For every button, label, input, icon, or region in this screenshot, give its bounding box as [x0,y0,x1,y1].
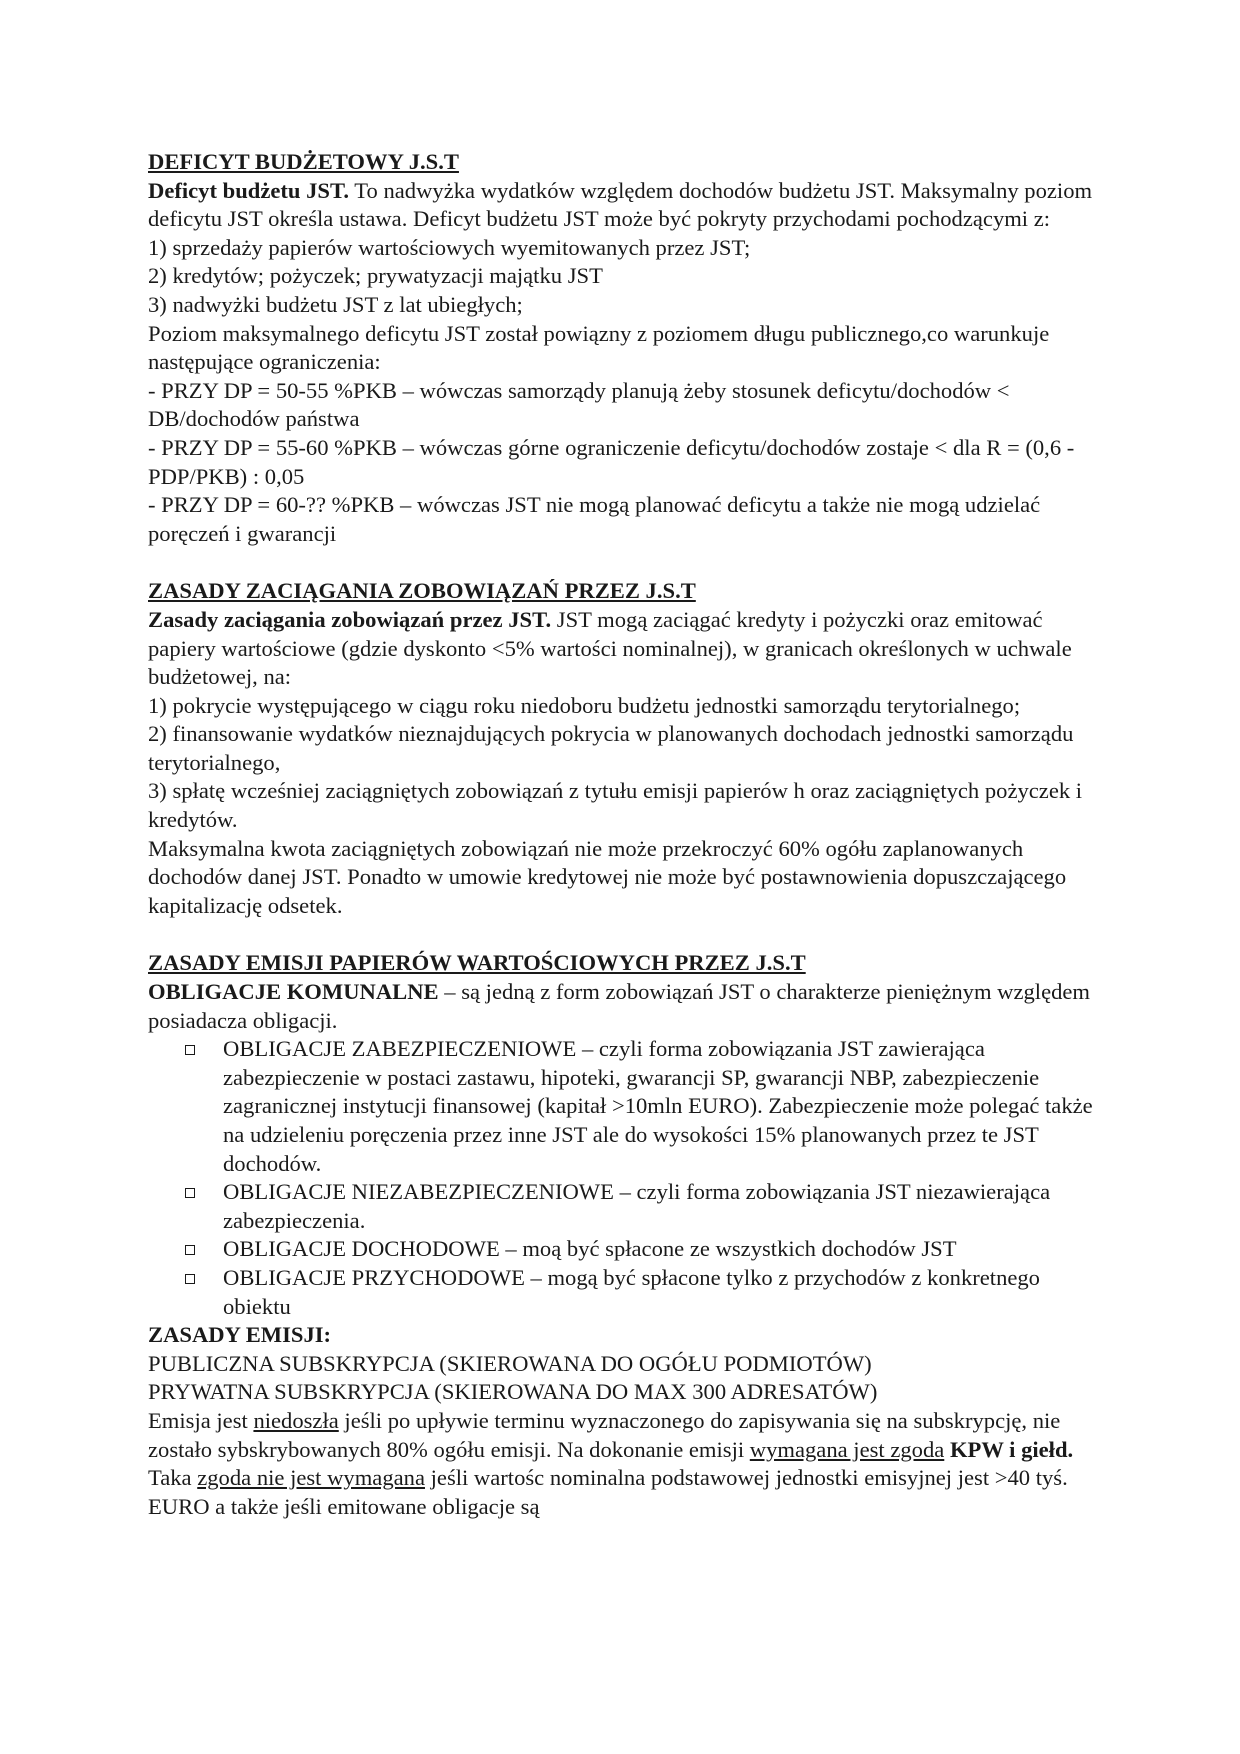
subscription-item: PUBLICZNA SUBSKRYPCJA (SKIEROWANA DO OGÓŁU PODMIOTÓW) [148,1350,872,1376]
list-item [148,1264,1108,1321]
liabilities-definition: JST mogą zaciągać kredyty i pożyczki oraz emitować papiery wartościowe (gdzie dyskonto <5% wartości nominalnej), w granicach określonych w uchwale budżetowej, na: [148,606,1072,690]
underlined-term: zgoda nie jest wymagana [197,1465,425,1491]
list-item [148,1235,1108,1264]
section-heading-liabilities: ZASADY ZACIĄGANIA ZOBOWIĄZAŃ PRZEZ J.S.T [148,578,696,604]
rule-item: - PRZY DP = 60-?? %PKB – wówczas JST nie mogą planować deficytu a także nie mogą udzielać poręczeń i gwarancji [148,492,1041,546]
text-run: Taka [148,1465,198,1491]
list-item [148,1178,1108,1235]
bonds-definition: – są jedną z form zobowiązań JST o charakterze pieniężnym względem posiadacza obligacji. [148,979,1091,1033]
square-bullet-icon [185,1274,195,1284]
section-spacer [148,548,1108,577]
paragraph-bonds-intro [148,978,1108,1035]
rule-item: - PRZY DP = 55-60 %PKB – wówczas górne ograniczenie deficytu/dochodów zostaje < dla R = (0,6 - PDP/PKB) : 0,05 [148,434,1075,489]
subscription-item: PRYWATNA SUBSKRYPCJA (SKIEROWANA DO MAX 300 ADRESATÓW) [148,1379,878,1405]
text-run: jeśli po upływie terminu wyznaczonego do zapisywania się na subskrypcję, nie zostało sybskrybowanych 80% ogółu emisji. Na dokonanie emisji [148,1407,1061,1462]
text-run: Emisja jest [148,1407,254,1433]
section-heading-securities: ZASADY EMISJI PAPIERÓW WARTOŚCIOWYCH PRZEZ J.S.T [148,950,806,976]
list-item: 3) spłatę wcześniej zaciągniętych zobowiązań z tytułu emisji papierów h oraz zaciągniętych pożyczek i kredytów. [148,778,1083,833]
paragraph-deficit-level: Poziom maksymalnego deficytu JST został powiązny z poziomem długu publicznego,co warunkuje następujące ograniczenia: [148,320,1050,375]
subheading-text: ZASADY EMISJI: [148,1322,332,1348]
term-municipal-bonds: OBLIGACJE KOMUNALNE [148,979,439,1005]
rule-item: - PRZY DP = 50-55 %PKB – wówczas samorządy planują żeby stosunek deficytu/dochodów < DB/dochodów państwa [148,377,1010,432]
text-run: jeśli wartośc nominalna podstawowej jednostki emisyjnej jest >40 tyś. EURO a także jeśli emitowane obligacje są [148,1465,1068,1519]
list-item [148,1035,1108,1178]
list-item: 2) kredytów; pożyczek; prywatyzacji majątku JST [148,263,603,289]
bullet-text: OBLIGACJE DOCHODOWE – moą być spłacone ze wszystkich dochodów JST [223,1236,957,1262]
paragraph-deficit-intro [148,177,1108,234]
bullet-text: OBLIGACJE NIEZABEZPIECZENIOWE – czyli forma zobowiązania JST niezawierająca zabezpieczenia. [223,1179,1051,1233]
bullet-text: OBLIGACJE ZABEZPIECZENIOWE – czyli forma zobowiązania JST zawierająca zabezpieczenie w postaci zastawu, hipoteki, gwarancji SP, gwarancji NBP, zabezpieczenie zagranicznej instytucji finansowej (kapitał >10mln EURO). Zabezpieczenie może polegać także na udzieleniu poręczenia przez inne JST ale do wysokości 15% planowanych przez te JST dochodów. [223,1036,1093,1176]
section-spacer [148,920,1108,949]
section-heading-deficit: DEFICYT BUDŻETOWY J.S.T [148,149,459,174]
paragraph-issue-conditions [148,1407,1108,1521]
subheading-issue-rules [148,1321,1108,1350]
underlined-term: wymagana jest zgoda [749,1436,945,1462]
deficit-definition: To nadwyżka wydatków względem dochodów budżetu JST. Maksymalny poziom deficytu JST określa ustawa. Deficyt budżetu JST może być pokryty przychodami pochodzącymi z: [148,177,1093,232]
bullet-text: OBLIGACJE PRZYCHODOWE – mogą być spłacone tylko z przychodów z konkretnego obiektu [223,1264,1040,1319]
list-item: 3) nadwyżki budżetu JST z lat ubiegłych; [148,291,523,317]
square-bullet-icon [185,1188,195,1198]
paragraph-liabilities-intro [148,606,1108,692]
term-liabilities: Zasady zaciągania zobowiązań przez JST. [148,606,552,632]
bond-types-list [148,1035,1108,1321]
list-item: 2) finansowanie wydatków nieznajdujących pokrycia w planowanych dochodach jednostki samorządu terytorialnego, [148,721,1074,775]
underlined-term: niedoszła [253,1407,339,1433]
term-deficit: Deficyt budżetu JST. [148,177,350,203]
paragraph-liabilities-limit: Maksymalna kwota zaciągniętych zobowiązań nie może przekroczyć 60% ogółu zaplanowanych dochodów danej JST. Ponadto w umowie kredytowej nie może być postawnowienia dopuszczającego kapitalizację odsetek. [148,835,1067,918]
square-bullet-icon [185,1245,195,1255]
list-item: 1) sprzedaży papierów wartościowych wyemitowanych przez JST; [148,234,751,260]
list-item: 1) pokrycie występującego w ciągu roku niedoboru budżetu jednostki samorządu terytorialnego; [148,692,1021,718]
document-page [148,148,1108,1521]
square-bullet-icon [185,1045,195,1055]
bold-term: KPW i giełd. [949,1436,1074,1462]
